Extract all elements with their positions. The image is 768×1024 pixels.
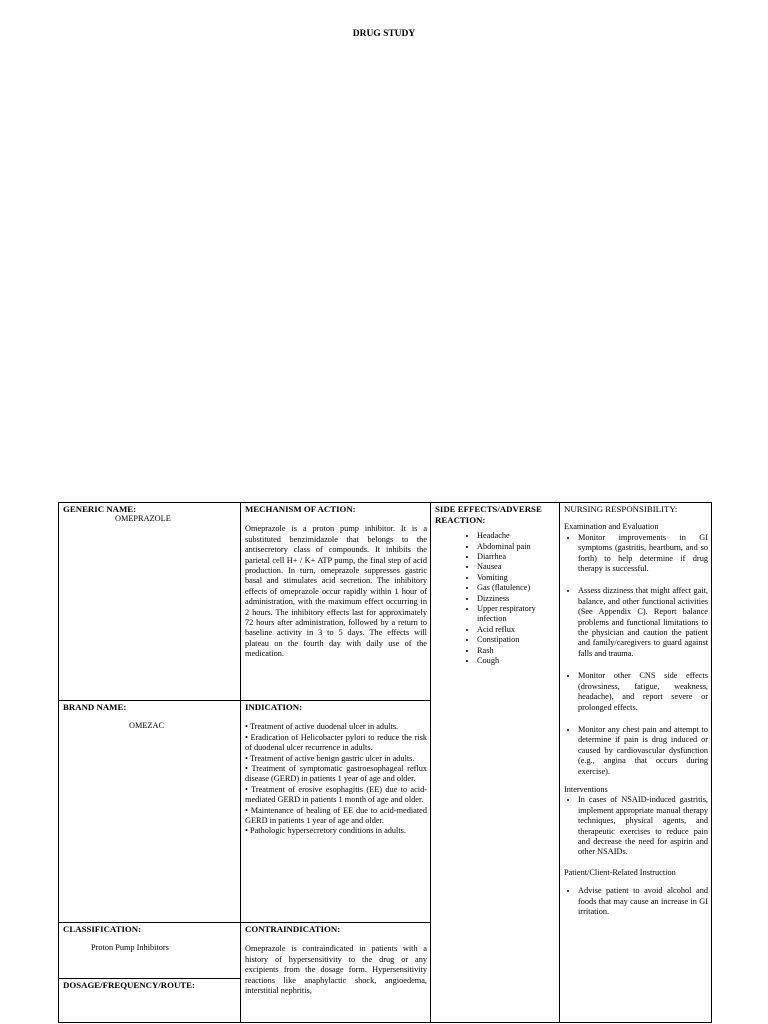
nursing-list — [564, 795, 708, 857]
classification-label: CLASSIFICATION: — [63, 924, 142, 934]
generic-name-cell — [59, 503, 241, 701]
side-effect-item: • Acid reflux — [477, 625, 556, 635]
nursing-item: • Monitor other CNS side effects (drowsiness, fatigue, weakness, headache), and report severe or prolonged effects. — [578, 671, 708, 713]
side-effects-label: SIDE EFFECTS/ADVERSE REACTION: — [435, 504, 542, 525]
table-row — [59, 503, 712, 701]
drug-study-table — [58, 502, 712, 1023]
indication-list — [245, 722, 427, 836]
nursing-cell — [560, 503, 712, 1023]
indication-item: • Maintenance of healing of EE due to acid-mediated GERD in patients 1 year of age and older. — [245, 805, 427, 826]
brand-name-label: BRAND NAME: — [63, 702, 127, 712]
nursing-item: • In cases of NSAID-induced gastritis, implement appropriate manual therapy techniques, physical agents, and therapeutic exercises to reduce pain and decrease the need for aspirin and other NSAIDs. — [578, 795, 708, 857]
side-effect-item: • Dizziness — [477, 594, 556, 604]
contraindication-label: CONTRAINDICATION: — [245, 924, 341, 934]
generic-name-value: OMEPRAZOLE — [115, 514, 171, 524]
indication-item: • Treatment of symptomatic gastroesophageal reflux disease (GERD) in patients 1 year of age and older. — [245, 764, 427, 784]
mechanism-cell — [241, 503, 431, 701]
page-title: DRUG STUDY — [352, 29, 416, 39]
indication-item: • Eradication of Helicobacter pylori to reduce the risk of duodenal ulcer recurrence in adults. — [245, 732, 427, 753]
nursing-list — [564, 533, 708, 777]
brand-name-value: OMEZAC — [129, 721, 165, 731]
side-effect-item: • Abdominal pain — [477, 542, 556, 552]
nursing-section-heading: Examination and Evaluation — [564, 522, 659, 532]
contraindication-text: Omeprazole is contraindicated in patients with a history of hypersensitivity to the drug or any excipients from the dosage form. Hypersensitivity reactions like anaphylactic shock, angioedema, interstitial nephritis, — [245, 944, 427, 996]
side-effect-item: • Upper respiratory infection — [477, 604, 556, 625]
indication-cell — [241, 701, 431, 923]
nursing-item: • Assess dizziness that might affect gait, balance, and other functional activities (See Appendix C). Report balance problems and functional limitations to the physician and caution the patient and family/caregivers to guard against falls and trauma. — [578, 586, 708, 659]
nursing-label: NURSING RESPONSIBILITY: — [564, 504, 678, 514]
side-effect-item: • Headache — [477, 531, 556, 541]
side-effect-item: • Nausea — [477, 562, 556, 572]
nursing-list — [564, 886, 708, 917]
side-effects-cell — [431, 503, 560, 1023]
nursing-sections — [564, 522, 708, 917]
indication-item: • Treatment of active benign gastric ulcer in adults. — [245, 753, 415, 763]
nursing-item: • Monitor improvements in GI symptoms (gastritis, heartburn, and so forth) to help determine if drug therapy is successful. — [578, 533, 708, 575]
indication-item: • Treatment of erosive esophagitis (EE) due to acid-mediated GERD in patients 1 month of age and older. — [245, 784, 427, 805]
indication-item: • Pathologic hypersecretory conditions in adults. — [245, 826, 406, 836]
dosage-label: DOSAGE/FREQUENCY/ROUTE: — [63, 980, 195, 990]
nursing-section-heading: Interventions — [564, 784, 608, 794]
contraindication-cell — [241, 923, 431, 1023]
nursing-item: • Monitor any chest pain and attempt to determine if pain is drug induced or caused by cardiovascular dysfunction (e.g., angina that occurs during exercise). — [578, 725, 708, 777]
nursing-section-heading: Patient/Client-Related Instruction — [564, 867, 676, 877]
mechanism-label: MECHANISM OF ACTION: — [245, 504, 356, 514]
generic-name-label: GENERIC NAME: — [63, 504, 137, 514]
side-effect-item: • Constipation — [477, 635, 556, 645]
brand-name-cell — [59, 701, 241, 923]
side-effect-item: • Cough — [477, 656, 556, 666]
classification-value: Proton Pump Inhibitors — [91, 943, 169, 953]
indication-item: • Treatment of active duodenal ulcer in adults. — [245, 722, 399, 732]
side-effect-item: • Vomiting — [477, 573, 556, 583]
side-effects-list — [435, 531, 556, 666]
mechanism-text: Omeprazole is a proton pump inhibitor. It is a substituted benzimidazole that belongs to the antisecretory class of compounds. It inhibits the parietal cell H+ / K+ ATP pump, the final step of acid production. In turn, omeprazole suppresses gastric basal and stimulates acid secretion. The inhibitory effects of omeprazole occur rapidly within 1 hour of administration, with the maximum effect occurring in 2 hours. The inhibitory effects last for approximately 72 hours after administration, followed by a return to baseline activity in 3 to 5 days. The effects will plateau on the fourth day with daily use of the medication. — [245, 524, 427, 659]
indication-label: INDICATION: — [245, 702, 303, 712]
classification-cell — [59, 923, 241, 979]
side-effect-item: • Gas (flatulence) — [477, 583, 556, 593]
nursing-item: • Advise patient to avoid alcohol and foods that may cause an increase in GI irritation. — [578, 886, 708, 917]
dosage-cell — [59, 979, 241, 1023]
side-effect-item: • Diarrhea — [477, 552, 556, 562]
side-effect-item: • Rash — [477, 646, 556, 656]
